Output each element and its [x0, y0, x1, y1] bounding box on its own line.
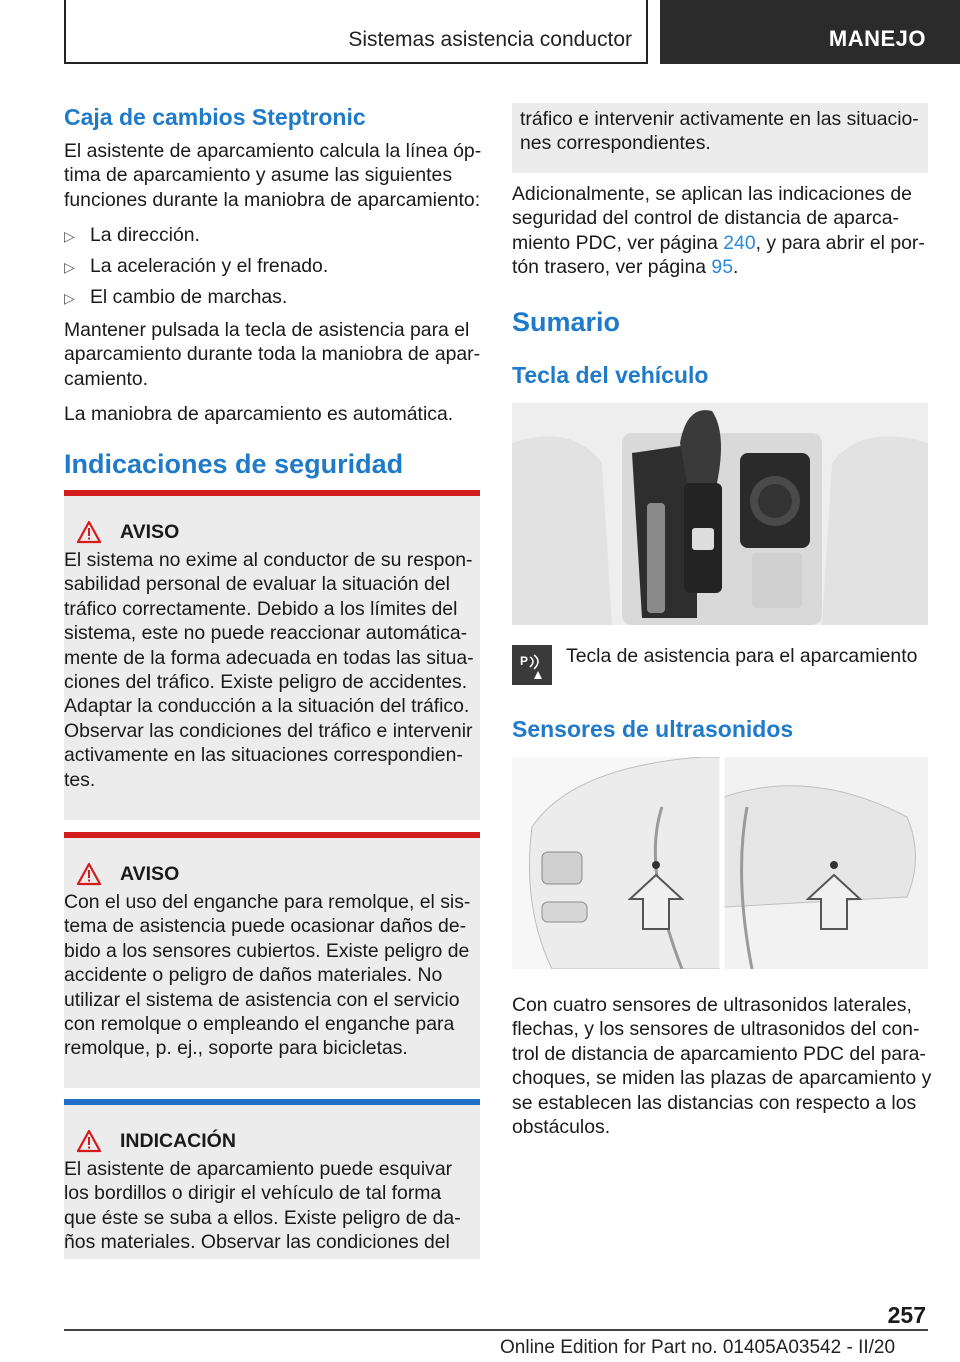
text-line: remolque, p. ej., soporte para bicicletas.: [64, 1037, 408, 1060]
chapter-tab-label: MANEJO: [828, 26, 926, 51]
header-box: [64, 0, 648, 64]
page-number: 257: [887, 1302, 926, 1328]
bullet-item: [64, 254, 328, 279]
svg-text:P: P: [520, 654, 529, 668]
page-link-240[interactable]: 240: [723, 231, 756, 254]
warning-bar: [64, 490, 480, 496]
text-line: se establecen las distancias con respecto a los: [512, 1091, 917, 1114]
text-line: utilizar el sistema de asistencia con el servicio: [64, 988, 460, 1011]
text-line: sabilidad personal de evaluar la situación del: [64, 573, 450, 596]
text-line: Mantener pulsada la tecla de asistencia para el: [64, 319, 470, 341]
warning-header: [76, 862, 480, 886]
text-line: Adicionalmente, se aplican las indicaciones de: [512, 183, 912, 205]
heading-safety: Indicaciones de seguridad: [64, 449, 404, 479]
text-line: accidente o peligro de daños materiales. No: [64, 964, 443, 987]
text-line: seguridad del control de distancia de aparca-: [512, 207, 899, 230]
text-line: ños materiales. Observar las condiciones del: [64, 1231, 450, 1254]
caption-tecla: Tecla de asistencia para el aparcamiento: [566, 645, 918, 667]
text-line: Adaptar la conducción a la situación del tráfico.: [64, 695, 470, 718]
text-line: activamente en las situaciones correspondien-: [64, 744, 463, 767]
text-line: obstáculos.: [512, 1116, 611, 1139]
text-line: Observar las condiciones del tráfico e intervenir: [64, 719, 473, 742]
text-line: [512, 231, 932, 255]
text-line: flechas, y los sensores de ultrasonidos del con-: [512, 1018, 920, 1041]
warning-text: [64, 548, 480, 792]
warning-title: AVISO: [120, 520, 180, 543]
triangle-bullet-icon: ▷: [64, 228, 75, 244]
note-header: [76, 1129, 480, 1153]
footer-edition: Online Edition for Part no. 01405A03542 - II/20: [500, 1337, 896, 1358]
continued-note-box: [512, 103, 928, 173]
text-line: los bordillos o dirigir el vehículo de tal forma: [64, 1182, 442, 1205]
note-title: INDICACIÓN: [120, 1129, 236, 1152]
heading-sumario: Sumario: [512, 307, 621, 337]
text-line: que éste se suba a ellos. Existe peligro de da-: [64, 1206, 461, 1229]
bullet-item: [64, 285, 287, 310]
text-line: tima de aparcamiento y asume las siguientes: [64, 164, 453, 187]
text-span: tón trasero, ver página: [512, 256, 712, 279]
warning-title: AVISO: [120, 862, 180, 885]
ultrasonic-sensors-image: [512, 757, 928, 969]
warning-text: [64, 890, 480, 1061]
warning-box: [64, 832, 480, 1088]
text-line: trol de distancia de aparcamiento PDC del para-: [512, 1042, 926, 1065]
footer-divider: [64, 1329, 928, 1331]
text-line: nes correspondientes.: [520, 132, 711, 155]
text-line: choques, se miden las plazas de aparcamiento y: [512, 1067, 932, 1090]
text-line: mente de la forma adecuada en todas las situa-: [64, 646, 474, 669]
chapter-tab[interactable]: [660, 0, 960, 64]
para-hold: [64, 318, 484, 391]
text-line: [512, 255, 932, 279]
text-line: Con cuatro sensores de ultrasonidos laterales,: [512, 994, 912, 1016]
heading-steptronic: Caja de cambios Steptronic: [64, 104, 366, 130]
text-line: con remolque o empleando el enganche para: [64, 1013, 455, 1036]
heading-tecla: Tecla del vehículo: [512, 362, 709, 388]
text-line: El asistente de aparcamiento calcula la línea óp-: [64, 140, 482, 162]
para-additional: [512, 182, 932, 280]
para-steptronic: [64, 139, 484, 212]
note-text: [64, 1157, 480, 1255]
text-span: miento PDC, ver página: [512, 231, 724, 254]
text-line: Con el uso del enganche para remolque, el sis-: [64, 891, 471, 913]
park-assist-icon: [512, 645, 552, 685]
text-line: sistema, este no puede reaccionar automática-: [64, 622, 468, 645]
note-box: [64, 1099, 480, 1259]
text-line: aparcamiento durante toda la maniobra de apar-: [64, 343, 481, 366]
text-span: .: [733, 256, 739, 279]
para-auto: La maniobra de aparcamiento es automática.: [64, 403, 454, 425]
bullet-text: La aceleración y el frenado.: [90, 255, 329, 277]
text-line: tes.: [64, 768, 96, 791]
text-line: El sistema no exime al conductor de su respon-: [64, 549, 473, 571]
center-console-image: [512, 403, 928, 625]
text-line: bido a los sensores cubiertos. Existe peligro de: [64, 939, 470, 962]
heading-sensores: Sensores de ultrasonidos: [512, 716, 794, 742]
text-span: , y para abrir el por-: [755, 231, 925, 254]
text-line: tráfico e intervenir activamente en las situacio-: [520, 108, 919, 130]
bullet-item: [64, 223, 200, 248]
triangle-bullet-icon: ▷: [64, 290, 75, 306]
warning-header: [76, 520, 480, 544]
warning-triangle-icon: [76, 520, 102, 544]
triangle-bullet-icon: ▷: [64, 259, 75, 275]
warning-triangle-icon: [76, 862, 102, 886]
note-bar: [64, 1099, 480, 1105]
page-link-95[interactable]: 95: [711, 256, 733, 279]
text-line: tráfico correctamente. Debido a los límites del: [64, 597, 458, 620]
text-line: ciones del tráfico. Existe peligro de accidentes.: [64, 671, 468, 694]
warning-triangle-icon: [76, 1129, 102, 1153]
text-line: funciones durante la maniobra de aparcamiento:: [64, 188, 481, 211]
text-line: tema de asistencia puede ocasionar daños de-: [64, 915, 467, 938]
header-section-title: Sistemas asistencia conductor: [348, 28, 632, 51]
warning-bar: [64, 832, 480, 838]
text-line: camiento.: [64, 367, 149, 390]
para-sensores: [512, 993, 932, 1139]
bullet-text: La dirección.: [90, 224, 200, 246]
text-line: El asistente de aparcamiento puede esquivar: [64, 1158, 453, 1180]
warning-box: [64, 490, 480, 820]
bullet-text: El cambio de marchas.: [90, 286, 288, 308]
